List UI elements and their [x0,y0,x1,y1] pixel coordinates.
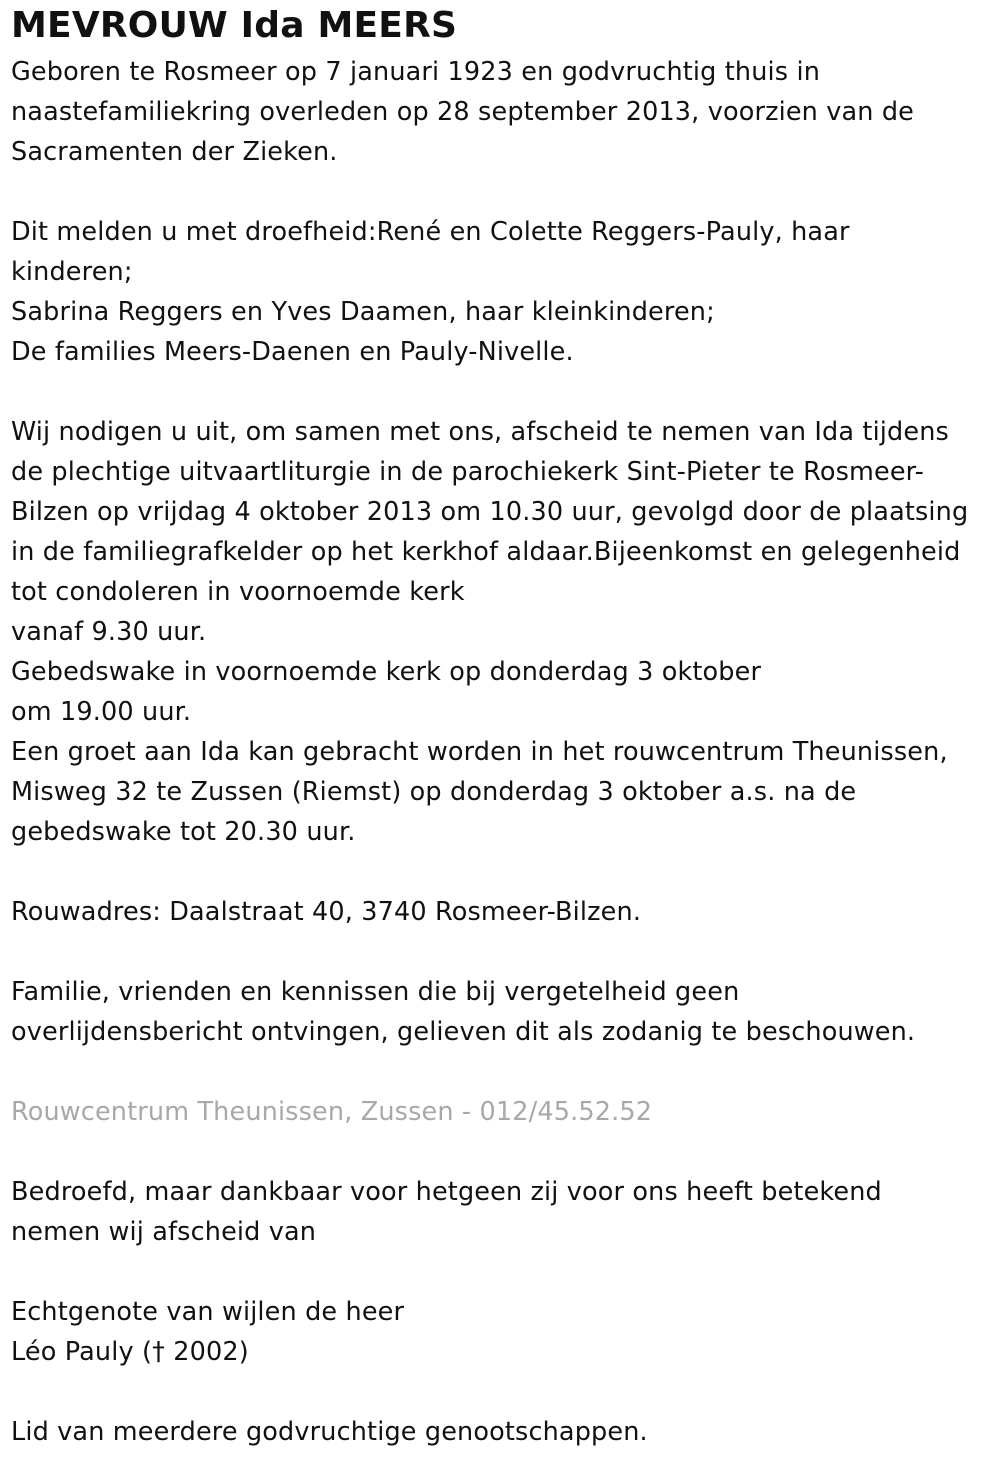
friends-line: overlijdensbericht ontvingen, gelieven dit als zodanig te beschouwen. [11,1017,916,1047]
ceremony-line: Wij nodigen u uit, om samen met ons, afscheid te nemen van Ida tijdens [11,417,949,447]
intro-line: naastefamiliekring overleden op 28 september 2013, voorzien van de [11,97,915,127]
ceremony-line: Gebedswake in voornoemde kerk op donderdag 3 oktober [11,657,762,687]
family-paragraph [11,212,996,372]
paragraph-spacer [11,1132,996,1172]
paragraph-spacer [11,172,996,212]
family-line: De families Meers-Daenen en Pauly-Nivelle. [11,337,574,367]
gratitude-line: Bedroefd, maar dankbaar voor hetgeen zij voor ons heeft betekend [11,1177,882,1207]
ceremony-line: de plechtige uitvaartliturgie in de parochiekerk Sint-Pieter te Rosmeer- [11,457,925,487]
ceremony-line: gebedswake tot 20.30 uur. [11,817,356,847]
page-title: MEVROUW Ida MEERS [11,5,458,46]
gratitude-line: nemen wij afscheid van [11,1217,317,1247]
paragraph-spacer [11,1252,996,1292]
friends-paragraph [11,972,996,1052]
family-line: Dit melden u met droefheid:René en Colette Reggers-Pauly, haar [11,217,850,247]
friends-line: Familie, vrienden en kennissen die bij vergetelheid geen [11,977,740,1007]
notice-body [11,52,996,1452]
ceremony-line: Bilzen op vrijdag 4 oktober 2013 om 10.30 uur, gevolgd door de plaatsing [11,497,969,527]
spouse-paragraph [11,1292,996,1372]
family-line: Sabrina Reggers en Yves Daamen, haar kleinkinderen; [11,297,715,327]
spouse-name-line [11,1332,996,1372]
ceremony-paragraph [11,412,996,852]
ceremony-line: Een groet aan Ida kan gebracht worden in het rouwcentrum Theunissen, [11,737,948,767]
death-notice [11,0,996,1452]
paragraph-spacer [11,372,996,412]
paragraph-spacer [11,1052,996,1092]
ceremony-line: Misweg 32 te Zussen (Riemst) op donderdag 3 oktober a.s. na de [11,777,857,807]
spouse-line: Echtgenote van wijlen de heer [11,1297,405,1327]
paragraph-spacer [11,932,996,972]
family-line: kinderen; [11,257,133,287]
intro-line: Geboren te Rosmeer op 7 januari 1923 en godvruchtig thuis in [11,57,820,87]
intro-line: Sacramenten der Zieken. [11,137,338,167]
funeral-home-contact: Rouwcentrum Theunissen, Zussen - 012/45.52.52 [11,1097,653,1127]
gratitude-paragraph [11,1172,996,1252]
ceremony-line: vanaf 9.30 uur. [11,617,207,647]
ceremony-line: in de familiegrafkelder op het kerkhof aldaar.Bijeenkomst en gelegenheid [11,537,961,567]
mourning-address: Rouwadres: Daalstraat 40, 3740 Rosmeer-Bilzen. [11,897,642,927]
ceremony-line: tot condoleren in voornoemde kerk [11,577,465,607]
paragraph-spacer [11,852,996,892]
intro-paragraph [11,52,996,172]
membership-line: Lid van meerdere godvruchtige genootschappen. [11,1417,648,1447]
paragraph-spacer [11,1372,996,1412]
spouse-name: Léo Pauly ( [11,1337,153,1367]
ceremony-line: om 19.00 uur. [11,697,192,727]
cross-icon: † [152,1337,165,1367]
spouse-death-year: 2002) [164,1337,249,1367]
